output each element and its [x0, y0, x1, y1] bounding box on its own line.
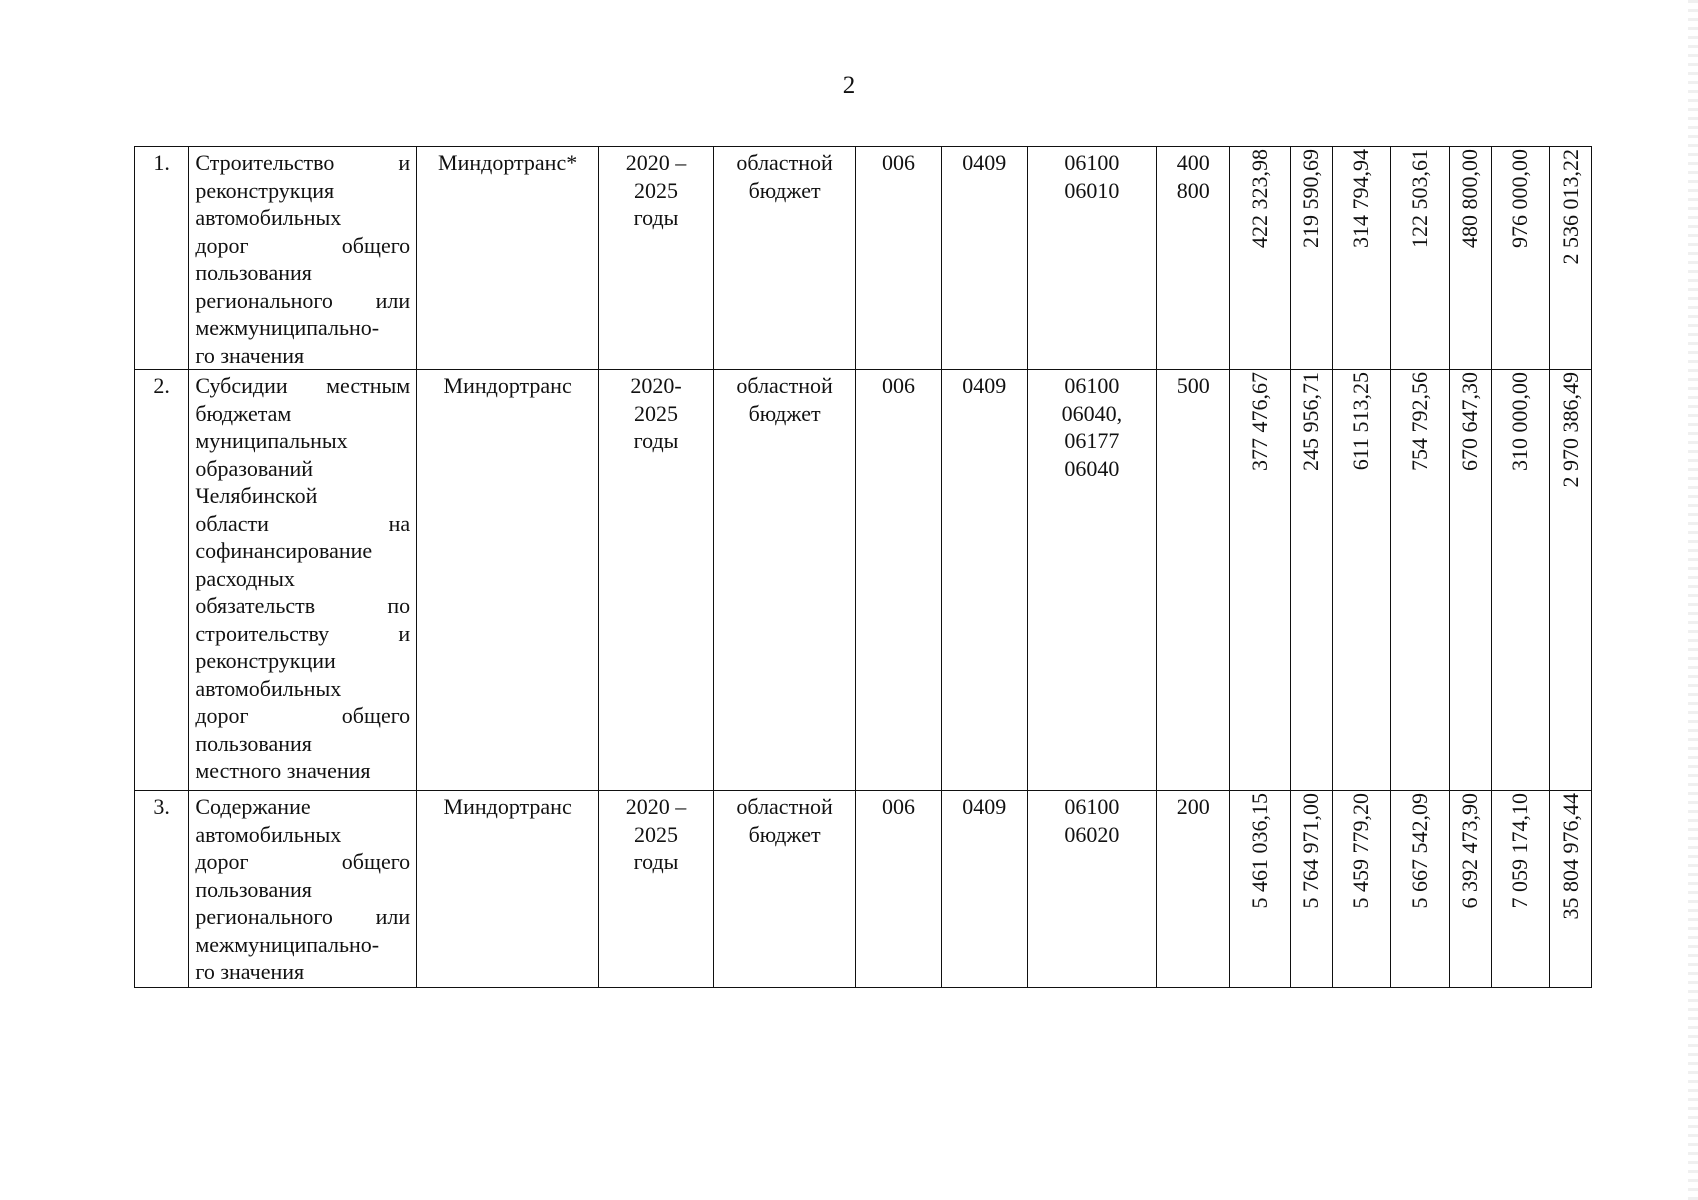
source-line: областной: [736, 373, 833, 398]
name-line: Строительство и: [195, 150, 411, 175]
amount-value: 245 956,71: [1298, 372, 1324, 471]
amount-value: 219 590,69: [1298, 149, 1324, 248]
target-line: 06010: [1064, 177, 1120, 203]
target-line: 06100: [1064, 150, 1120, 175]
target-line: 06040: [1064, 455, 1120, 481]
name-line: дорог общего: [195, 849, 411, 874]
amount-cell: [1449, 791, 1491, 988]
amount-value: 5 764 971,00: [1298, 793, 1324, 909]
amount-cell: [1391, 791, 1450, 988]
funding-source: [714, 791, 856, 988]
amount-total: 2 970 386,49: [1557, 372, 1583, 488]
amount-cell: [1290, 791, 1332, 988]
table-row: [135, 791, 1592, 988]
amount-value: 5 667 542,09: [1406, 793, 1432, 909]
measure-name: [189, 147, 417, 370]
funding-source: [714, 370, 856, 791]
section-code: 0409: [941, 791, 1027, 988]
amount-value: 122 503,61: [1406, 149, 1432, 248]
name-line: реконструкции: [195, 648, 336, 673]
period-line: 2025: [634, 177, 679, 203]
source-line: областной: [736, 794, 833, 819]
target-code: [1027, 791, 1157, 988]
name-line: образований: [195, 455, 314, 481]
expense-type-code: [1157, 147, 1230, 370]
source-line: бюджет: [748, 821, 821, 847]
name-line: пользования: [195, 730, 312, 756]
amount-value: 5 461 036,15: [1247, 793, 1273, 909]
expense-line: 400: [1176, 150, 1210, 175]
grbs-code: 006: [856, 147, 942, 370]
section-code: 0409: [941, 147, 1027, 370]
period: [599, 147, 714, 370]
name-line: области на: [195, 510, 411, 536]
name-line: пользования: [195, 260, 312, 285]
amount-cell: [1449, 147, 1491, 370]
name-line: автомобильных: [195, 821, 342, 847]
name-line: Содержание: [195, 794, 311, 819]
page-number: 2: [842, 72, 856, 99]
row-number: 3.: [135, 791, 189, 988]
name-line: го значения: [195, 959, 305, 984]
name-line: автомобильных: [195, 675, 342, 701]
expense-line: 500: [1176, 373, 1210, 398]
name-line: муниципальных: [195, 428, 348, 453]
name-line: реконструкция: [195, 177, 335, 203]
amount-cell: [1230, 370, 1291, 791]
name-line: строительству и: [195, 620, 411, 646]
amount-cell: [1550, 791, 1592, 988]
grbs-code: 006: [856, 370, 942, 791]
amount-cell: [1332, 147, 1391, 370]
period-line: 2020 –: [625, 794, 687, 819]
name-line: автомобильных: [195, 205, 342, 230]
table-row: [135, 370, 1592, 791]
amount-cell: [1491, 370, 1550, 791]
executor: Миндортранс: [417, 370, 599, 791]
budget-table: [134, 146, 1592, 988]
period-line: 2020-: [630, 373, 682, 398]
expense-type-code: [1157, 791, 1230, 988]
amount-cell: [1332, 791, 1391, 988]
row-number: 2.: [135, 370, 189, 791]
scan-edge-artifact: [1688, 0, 1698, 1200]
amount-value: 377 476,67: [1247, 372, 1273, 471]
name-line: Субсидии местным: [195, 373, 411, 398]
name-line: межмуниципально-: [195, 931, 380, 957]
amount-value: 611 513,25: [1348, 372, 1374, 471]
expense-type-code: [1157, 370, 1230, 791]
period-line: 2020 –: [625, 150, 687, 175]
amount-total: 2 536 013,22: [1557, 149, 1583, 265]
amount-value: 754 792,56: [1406, 372, 1432, 471]
amount-cell: [1332, 370, 1391, 791]
amount-cell: [1449, 370, 1491, 791]
amount-cell: [1491, 147, 1550, 370]
amount-cell: [1290, 370, 1332, 791]
row-number: 1.: [135, 147, 189, 370]
amount-value: 6 392 473,90: [1457, 793, 1483, 909]
amount-value: 480 800,00: [1457, 149, 1483, 248]
source-line: бюджет: [748, 177, 821, 203]
name-line: обязательств по: [195, 593, 411, 618]
measure-name: [189, 791, 417, 988]
amount-value: 310 000,00: [1507, 372, 1533, 471]
expense-line: 200: [1176, 794, 1210, 819]
target-code: [1027, 147, 1157, 370]
target-line: 06100: [1064, 794, 1120, 819]
name-line: регионального или: [195, 904, 411, 929]
name-line: расходных: [195, 565, 295, 591]
period: [599, 791, 714, 988]
target-line: 06040,: [1061, 400, 1123, 426]
funding-source: [714, 147, 856, 370]
name-line: дорог общего: [195, 703, 411, 728]
name-line: дорог общего: [195, 232, 411, 258]
grbs-code: 006: [856, 791, 942, 988]
period-line: годы: [633, 205, 679, 230]
table-row: [135, 147, 1592, 370]
amount-cell: [1491, 791, 1550, 988]
amount-cell: [1550, 147, 1592, 370]
amount-cell: [1391, 370, 1450, 791]
name-line: го значения: [195, 342, 305, 368]
amount-total: 35 804 976,44: [1557, 793, 1583, 920]
amount-value: 5 459 779,20: [1348, 793, 1374, 909]
name-line: межмуниципально-: [195, 315, 380, 340]
target-line: 06177: [1064, 428, 1120, 453]
measure-name: [189, 370, 417, 791]
amount-cell: [1391, 147, 1450, 370]
name-line: софинансирование: [195, 538, 373, 563]
name-line: регионального или: [195, 287, 411, 313]
executor: Миндортранс: [417, 791, 599, 988]
source-line: бюджет: [748, 400, 821, 426]
name-line: местного значения: [195, 758, 371, 783]
executor: Миндортранс*: [417, 147, 599, 370]
name-line: пользования: [195, 876, 312, 902]
expense-line: 800: [1176, 177, 1210, 203]
amount-cell: [1230, 147, 1291, 370]
amount-cell: [1230, 791, 1291, 988]
amount-value: 670 647,30: [1457, 372, 1483, 471]
source-line: областной: [736, 150, 833, 175]
name-line: бюджетам: [195, 400, 292, 426]
target-line: 06100: [1064, 373, 1120, 398]
period-line: годы: [633, 849, 679, 874]
amount-value: 314 794,94: [1348, 149, 1374, 248]
name-line: Челябинской: [195, 483, 318, 508]
target-code: [1027, 370, 1157, 791]
amount-value: 976 000,00: [1507, 149, 1533, 248]
amount-cell: [1550, 370, 1592, 791]
amount-cell: [1290, 147, 1332, 370]
period-line: 2025: [634, 400, 679, 426]
amount-value: 7 059 174,10: [1507, 793, 1533, 909]
period: [599, 370, 714, 791]
amount-value: 422 323,98: [1247, 149, 1273, 248]
period-line: 2025: [634, 821, 679, 847]
target-line: 06020: [1064, 821, 1120, 847]
period-line: годы: [633, 428, 679, 453]
section-code: 0409: [941, 370, 1027, 791]
